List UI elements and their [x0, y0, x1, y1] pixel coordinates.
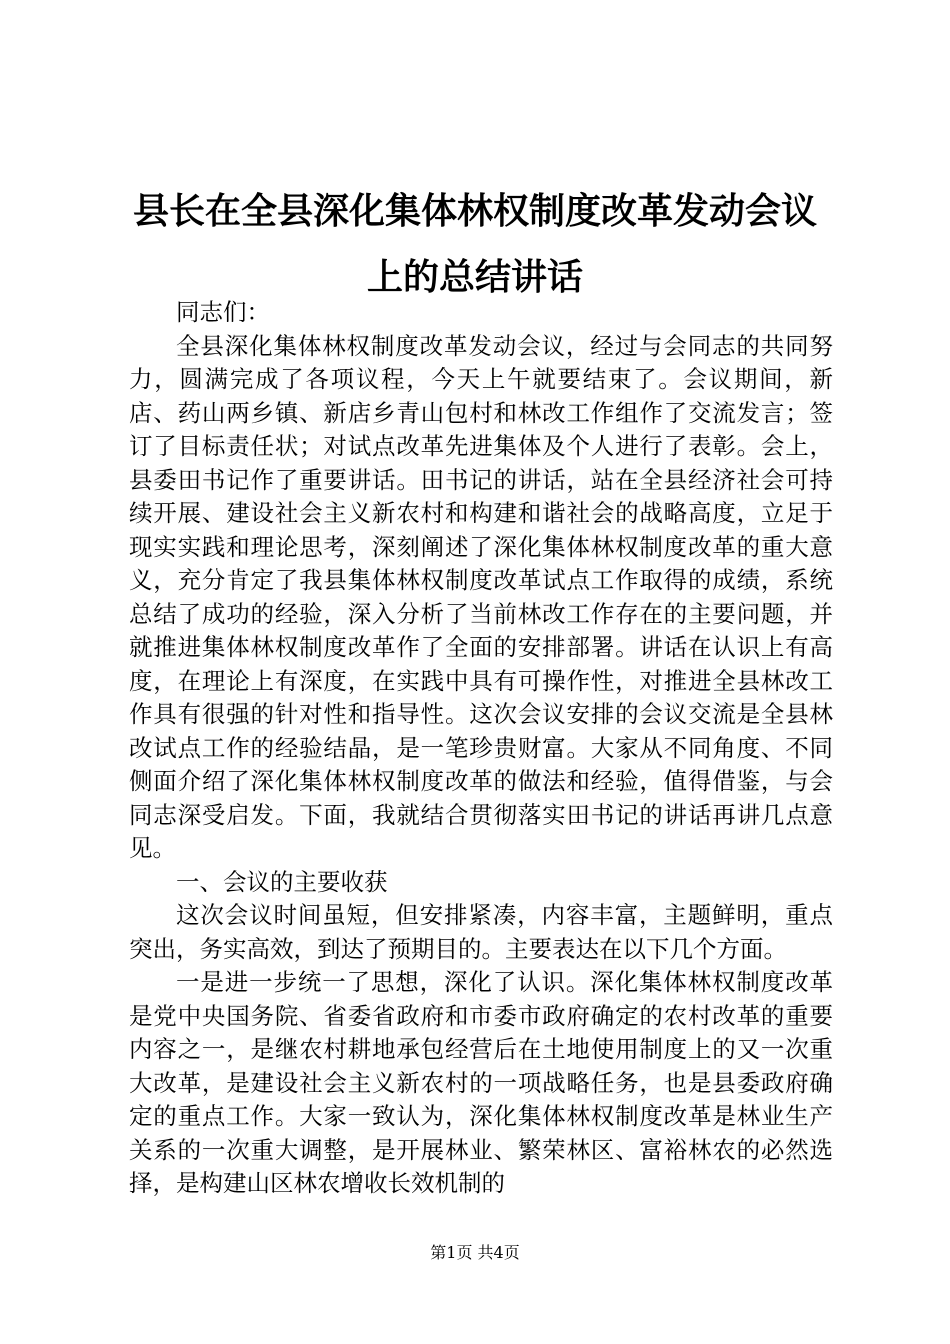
body-paragraph: 全县深化集体林权制度改革发动会议，经过与会同志的共同努力，圆满完成了各项议程，今天上午就要结束了。会议期间，新店、药山两乡镇、新店乡青山包村和林改工作组作了交流发言；签订了目标责任状；对试点改革先进集体及个人进行了表彰。会上，县委田书记作了重要讲话。田书记的讲话，站在全县经济社会可持续开展、建设社会主义新农村和构建和谐社会的战略高度，立足于现实实践和理论思考，深刻阐述了深化集体林权制度改革的重大意义，充分肯定了我县集体林权制度改革试点工作取得的成绩，系统总结了成功的经验，深入分析了当前林改工作存在的主要问题，并就推进集体林权制度改革作了全面的安排部署。讲话在认识上有高度，在理论上有深度，在实践中具有可操作性，对推进全县林改工作具有很强的针对性和指导性。这次会议安排的会议交流是全县林改试点工作的经验结晶，是一笔珍贵财富。大家从不同角度、不同侧面介绍了深化集体林权制度改革的做法和经验，值得借鉴，与会同志深受启发。下面，我就结合贯彻落实田书记的讲话再讲几点意见。	[129, 331, 833, 862]
body-paragraph: 这次会议时间虽短，但安排紧凑，内容丰富，主题鲜明，重点突出，务实高效，到达了预期目的。主要表达在以下几个方面。	[129, 901, 833, 963]
document-body	[129, 296, 833, 1201]
page-number: 第1页 共4页	[430, 1243, 520, 1262]
page-footer	[0, 1242, 950, 1264]
section-heading: 一、会议的主要收获	[176, 867, 388, 896]
salutation-paragraph: 同志们：	[176, 298, 270, 326]
document-title: 县长在全县深化集体林权制度改革发动会议上的总结讲话	[132, 190, 817, 298]
body-paragraph: 一是进一步统一了思想，深化了认识。深化集体林权制度改革是党中央国务院、省委省政府和市委市政府确定的农村改革的重要内容之一，是继农村耕地承包经营后在土地使用制度上的又一次重大改革，是建设社会主义新农村的一项战略任务，也是县委政府确定的重点工作。大家一致认为，深化集体林权制度改革是林业生产关系的一次重大调整，是开展林业、繁荣林区、富裕林农的必然选择，是构建山区林农增收长效机制的	[129, 968, 833, 1197]
